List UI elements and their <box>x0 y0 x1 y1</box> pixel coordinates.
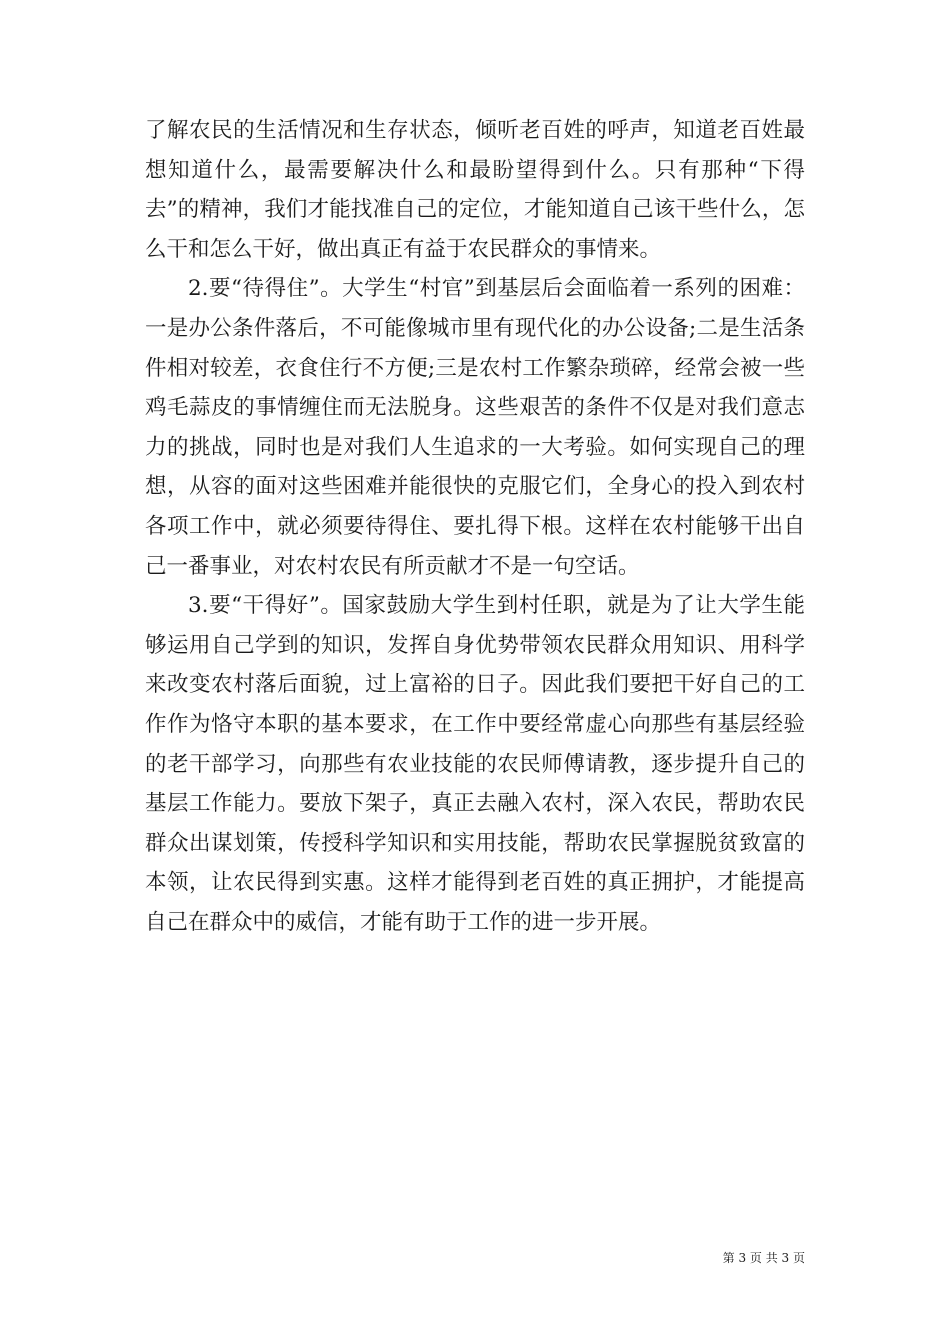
paragraph-2: 2.要“待得住”。大学生“村官”到基层后会面临着一系列的困难：一是办公条件落后，不可能像城市里有现代化的办公设备;二是生活条件相对较差，衣食住行不方便;三是农村工作繁杂琐碎，经常会被一些鸡毛蒜皮的事情缠住而无法脱身。这些艰苦的条件不仅是对我们意志力的挑战，同时也是对我们人生追求的一大考验。如何实现自己的理想，从容的面对这些困难并能很快的克服它们，全身心的投入到农村各项工作中，就必须要待得住、要扎得下根。这样在农村能够干出自己一番事业，对农村农民有所贡献才不是一句空话。 <box>145 276 805 579</box>
page-number-footer: 第 3 页 共 3 页 <box>722 1251 805 1265</box>
paragraph-3: 3.要“干得好”。国家鼓励大学生到村任职，就是为了让大学生能够运用自己学到的知识，发挥自身优势带领农民群众用知识、用科学来改变农村落后面貌，过上富裕的日子。因此我们要把干好自己的工作作为恪守本职的基本要求，在工作中要经常虚心向那些有基层经验的老干部学习，向那些有农业技能的农民师傅请教，逐步提升自己的基层工作能力。要放下架子，真正去融入农村，深入农民，帮助农民群众出谋划策，传授科学知识和实用技能，帮助农民掌握脱贫致富的本领，让农民得到实惠。这样才能得到老百姓的真正拥护，才能提高自己在群众中的威信，才能有助于工作的进一步开展。 <box>145 593 805 935</box>
document-body <box>145 111 805 942</box>
paragraph-1: 了解农民的生活情况和生存状态，倾听老百姓的呼声，知道老百姓最想知道什么，最需要解决什么和最盼望得到什么。只有那种“下得去”的精神，我们才能找准自己的定位，才能知道自己该干些什么，怎么干和怎么干好，做出真正有益于农民群众的事情来。 <box>145 118 805 262</box>
